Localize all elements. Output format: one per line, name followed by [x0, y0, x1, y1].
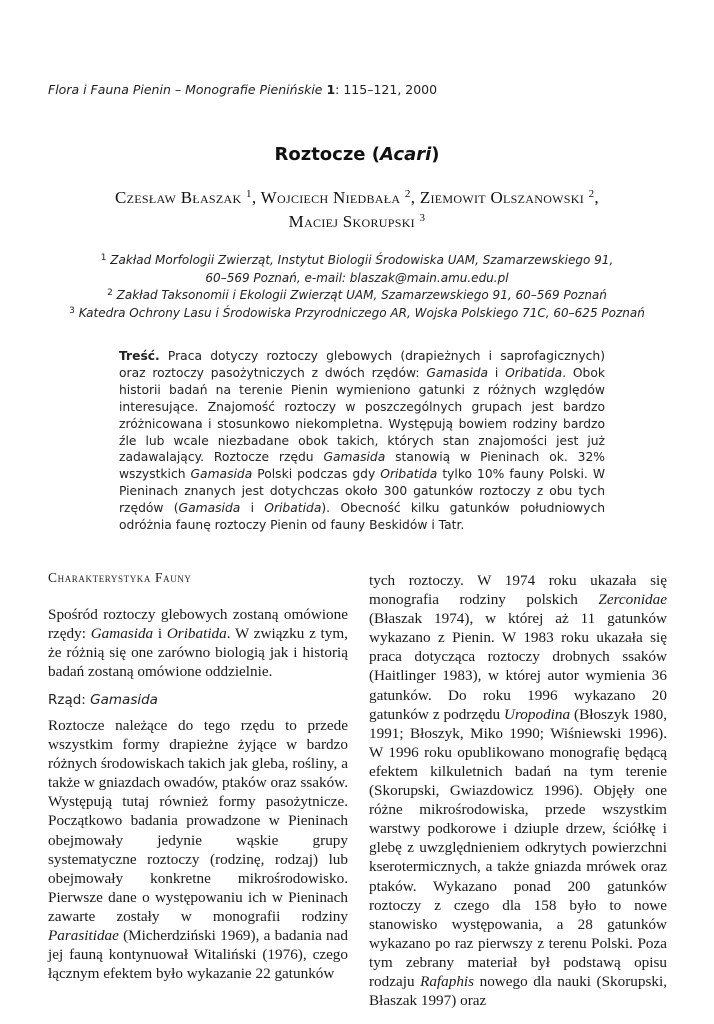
affiliation-3: [30, 305, 684, 323]
body-text: Spośród roztoczy glebowych zostaną omówione rzędy:: [48, 606, 348, 643]
abstract-text: Polski podczas gdy: [252, 467, 381, 482]
body-text: Roztocze należące do tego rzędu to przede wszystkim formy drapieżne żyjące w bardzo różnych środowiskach takich jak gleba, rośliny, a także w gniazdach owadów, ptaków oraz ssaków. Występują tutaj również formy pasożytnicze. Początkowo badania prowadzone w Pieninach obejmowały jedynie wąskie grupy systematyczne roztoczy (rodzinę, rodzaj) lub obejmowały konkretne mikrośrodowisko. Pierwsze dane o występowaniu ich w Pieninach zawarte zostały w monografii rodziny: [48, 717, 348, 925]
author-list: Czesław Błaszak $^1$, Wojciech Niedbała $^2$, Ziemowit Olszanowski $^2$, Maciej Skorupski $^3$: [115, 188, 599, 231]
taxon-name: Gamasida: [178, 501, 241, 516]
body-text: . W związku z tym, że różnią się one zarówno biologią jak i historią badań zostaną omówione oddzielnie.: [48, 625, 348, 681]
abstract-text: tylko 10% fauny Polski. W Pieninach znanych jest dotychczas około 300 gatunków roztoczy z obu tych rzędów (: [119, 467, 605, 516]
abstract-text: . Obok historii badań na terenie Pienin wymieniono gatunki z różnych względów interesujące. Znajomość roztoczy w poszczególnych grupach jest bardzo zróżnicowana i stosunkowo niekompletna. Występują bowiem rodziny bardzo źle lub wcale niezbadane obok takich, których stan znajomości jest już zadawalający. Roztocze rzędu: [119, 365, 605, 465]
affiliation-number: 3: [69, 305, 75, 316]
taxon-name: Oribatida: [505, 365, 563, 380]
taxon-name: Rafaphis: [420, 972, 475, 990]
abstract: [119, 348, 605, 534]
taxon-name: Gamasida: [90, 625, 154, 643]
abstract-text: stanowią w Pieninach ok. 32% wszystkich: [119, 450, 605, 482]
taxon-name: Zerconidae: [598, 591, 667, 609]
section-heading: Charakterystyka Fauny: [48, 570, 192, 585]
affiliation-number: 2: [107, 288, 113, 298]
affiliations: [30, 252, 684, 322]
abstract-text: ). Obecność kilku gatunków południowych odróżnia faunę roztoczy Pienin od fauny Beskidów i Tatr.: [119, 501, 606, 533]
taxon-name: Oribatida: [264, 501, 322, 516]
taxon-name: Oribatida: [380, 467, 438, 482]
author-name: Czesław Błaszak: [115, 188, 242, 207]
taxon-name: Uropodina: [503, 705, 571, 723]
abstract-text: i: [488, 365, 506, 380]
title-main: Roztocze (: [274, 144, 381, 165]
affiliation-number: 1: [100, 253, 107, 263]
title-latin: Acari: [380, 144, 432, 165]
abstract-text: i: [240, 501, 265, 516]
running-head: [48, 82, 668, 97]
author-name: Ziemowit Olszanowski: [419, 188, 585, 207]
affiliation-text: Zakład Taksonomii i Ekologii Zwierząt UAM, Szamarzewskiego 91, 60–569 Poznań: [116, 288, 607, 302]
body-text: (Micherdziński 1969), a badania nad jej fauną kontynuował Witaliński (1976), czego łącznym efektem było wykazanie 22 gatunków: [48, 927, 348, 983]
author-name: Maciej Skorupski: [288, 212, 415, 231]
affiliation-1-cont: [30, 270, 684, 288]
taxon-name: Parasitidae: [48, 927, 119, 945]
body-paragraph: [369, 571, 667, 1010]
taxon-name: Gamasida: [426, 365, 489, 380]
page-range: : 115–121, 2000: [335, 82, 438, 97]
taxon-name: Oribatida: [166, 625, 227, 643]
affiliation-text: Zakład Morfologii Zwierząt, Instytut Biologii Środowiska UAM, Szamarzewskiego 91,: [110, 253, 614, 267]
affiliation-mark: 2: [404, 188, 411, 200]
subheading-label: Rząd:: [48, 692, 91, 708]
body-text: nowego dla nauki (Skorupski, Błaszak 1997) oraz: [369, 972, 667, 1010]
body-text: i: [153, 625, 167, 643]
journal-name: Flora i Fauna Pienin – Monografie Pienińskie: [48, 82, 327, 97]
body-text: (Błaszak 1974), w której aż 11 gatunków wykazano z Pienin. W 1983 roku ukazała się praca dotycząca roztoczy drobnych ssaków (Haitlinger 1983), w której autor wymienia 36 gatunków. Do roku 1996 wykazano 20 gatunków z podrzędu: [369, 610, 667, 723]
taxon-name: Gamasida: [90, 692, 158, 708]
subsection-heading: [48, 692, 348, 708]
abstract-label: Treść.: [119, 349, 160, 363]
body-text: tych roztoczy. W 1974 roku ukazała się monografia rodziny polskich: [369, 572, 667, 609]
affiliation-mark: 3: [419, 212, 426, 224]
taxon-name: Gamasida: [190, 467, 253, 482]
volume-number: 1: [326, 82, 336, 97]
article-title: [0, 144, 714, 165]
body-text: (Błoszyk 1980, 1991; Błoszyk, Miko 1990; Wiśniewski 1996). W 1996 roku opublikowano monografię będącą efektem kilkuletnich badań na tym terenie (Skorupski, Gwiazdowicz 1996). Objęły one różne mikrośrodowiska, przede wszystkim warstwy podkorowe i dziuple drzew, ściółkę i glebę z uwzględnieniem odkrytych powierzchni kserotermicznych, a także gniazda mrówek oraz ptaków. Wykazano ponad 200 gatunków roztoczy z czego dla 158 było to nowe stanowisko występowania, a 28 gatunków wykazano po raz pierwszy z terenu Polski. Poza tym zebrany materiał był podstawą opisu rodzaju: [369, 705, 667, 990]
body-paragraph: [48, 605, 348, 681]
affiliation-mark: 2: [588, 188, 595, 200]
affiliation-text: Katedra Ochrony Lasu i Środowiska Przyrodniczego AR, Wojska Polskiego 71C, 60–625 Poznań: [78, 305, 645, 320]
body-paragraph: [48, 716, 348, 983]
affiliation-mark: 1: [246, 188, 252, 200]
affiliation-text: 60–569 Poznań, e-mail: blaszak@main.amu.edu.pl: [205, 270, 509, 285]
affiliation-1: [30, 252, 684, 270]
affiliation-2: [30, 287, 684, 305]
author-name: Wojciech Niedbała: [260, 188, 401, 207]
title-close: ): [431, 144, 440, 165]
taxon-name: Gamasida: [323, 450, 386, 465]
abstract-text: Praca dotyczy roztoczy glebowych (drapieżnych i saprofagicznych) oraz roztoczy pasożytniczych z dwóch rzędów:: [119, 349, 605, 380]
